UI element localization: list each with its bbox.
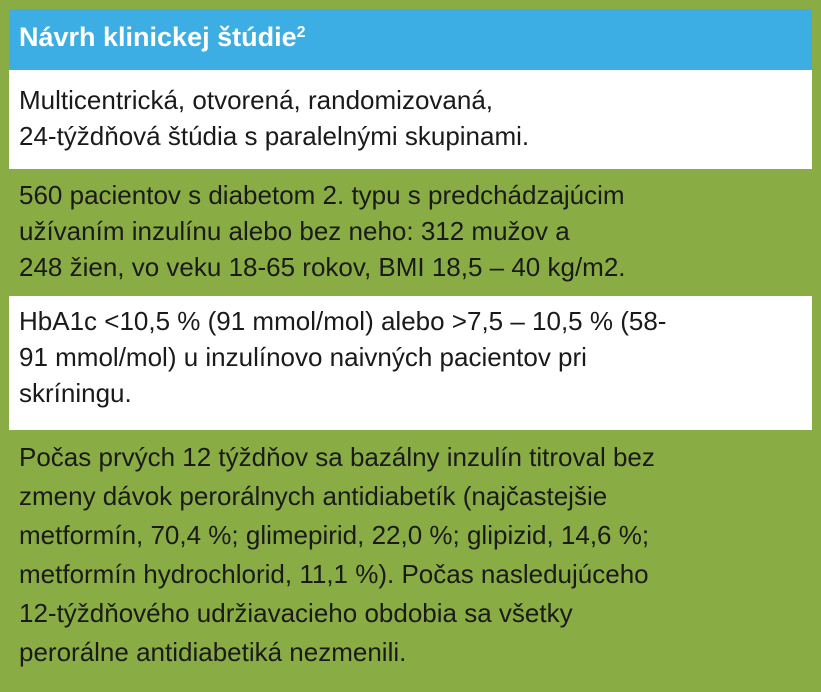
row-titration [9,430,812,683]
header-superscript: 2 [296,24,306,41]
row-line: 12-týždňového udržiavacieho obdobia sa všetky [19,598,573,628]
row-study-type [9,70,812,169]
row-line: 91 mmol/mol) u inzulínovo naivných pacientov pri [19,342,587,372]
header-title: Návrh klinickej štúdie [19,22,297,52]
table-header [9,9,812,70]
row-line: Počas prvých 12 týždňov sa bazálny inzulín titroval bez [19,442,655,472]
row-line: HbA1c <10,5 % (91 mmol/mol) alebo >7,5 – 10,5 % (58- [19,306,667,336]
row-line: užívaním inzulínu alebo bez neho: 312 mužov a [19,216,570,246]
row-line: Multicentrická, otvorená, randomizovaná, [19,85,494,115]
row-line: metformín hydrochlorid, 11,1 %). Počas nasledujúceho [19,559,649,589]
row-line: 560 pacientov s diabetom 2. typu s predchádzajúcim [19,180,625,210]
row-line: metformín, 70,4 %; glimepirid, 22,0 %; glipizid, 14,6 %; [19,520,650,550]
row-line: 248 žien, vo veku 18-65 rokov, BMI 18,5 – 40 kg/m2. [19,252,626,282]
row-hba1c [9,296,812,430]
row-line: 24-týždňová štúdia s paralelnými skupinami. [19,121,530,151]
row-patients [9,169,812,292]
row-line: skríningu. [19,378,132,408]
row-line: zmeny dávok perorálnych antidiabetík (najčastejšie [19,481,608,511]
row-line: perorálne antidiabetiká nezmenili. [19,637,407,667]
